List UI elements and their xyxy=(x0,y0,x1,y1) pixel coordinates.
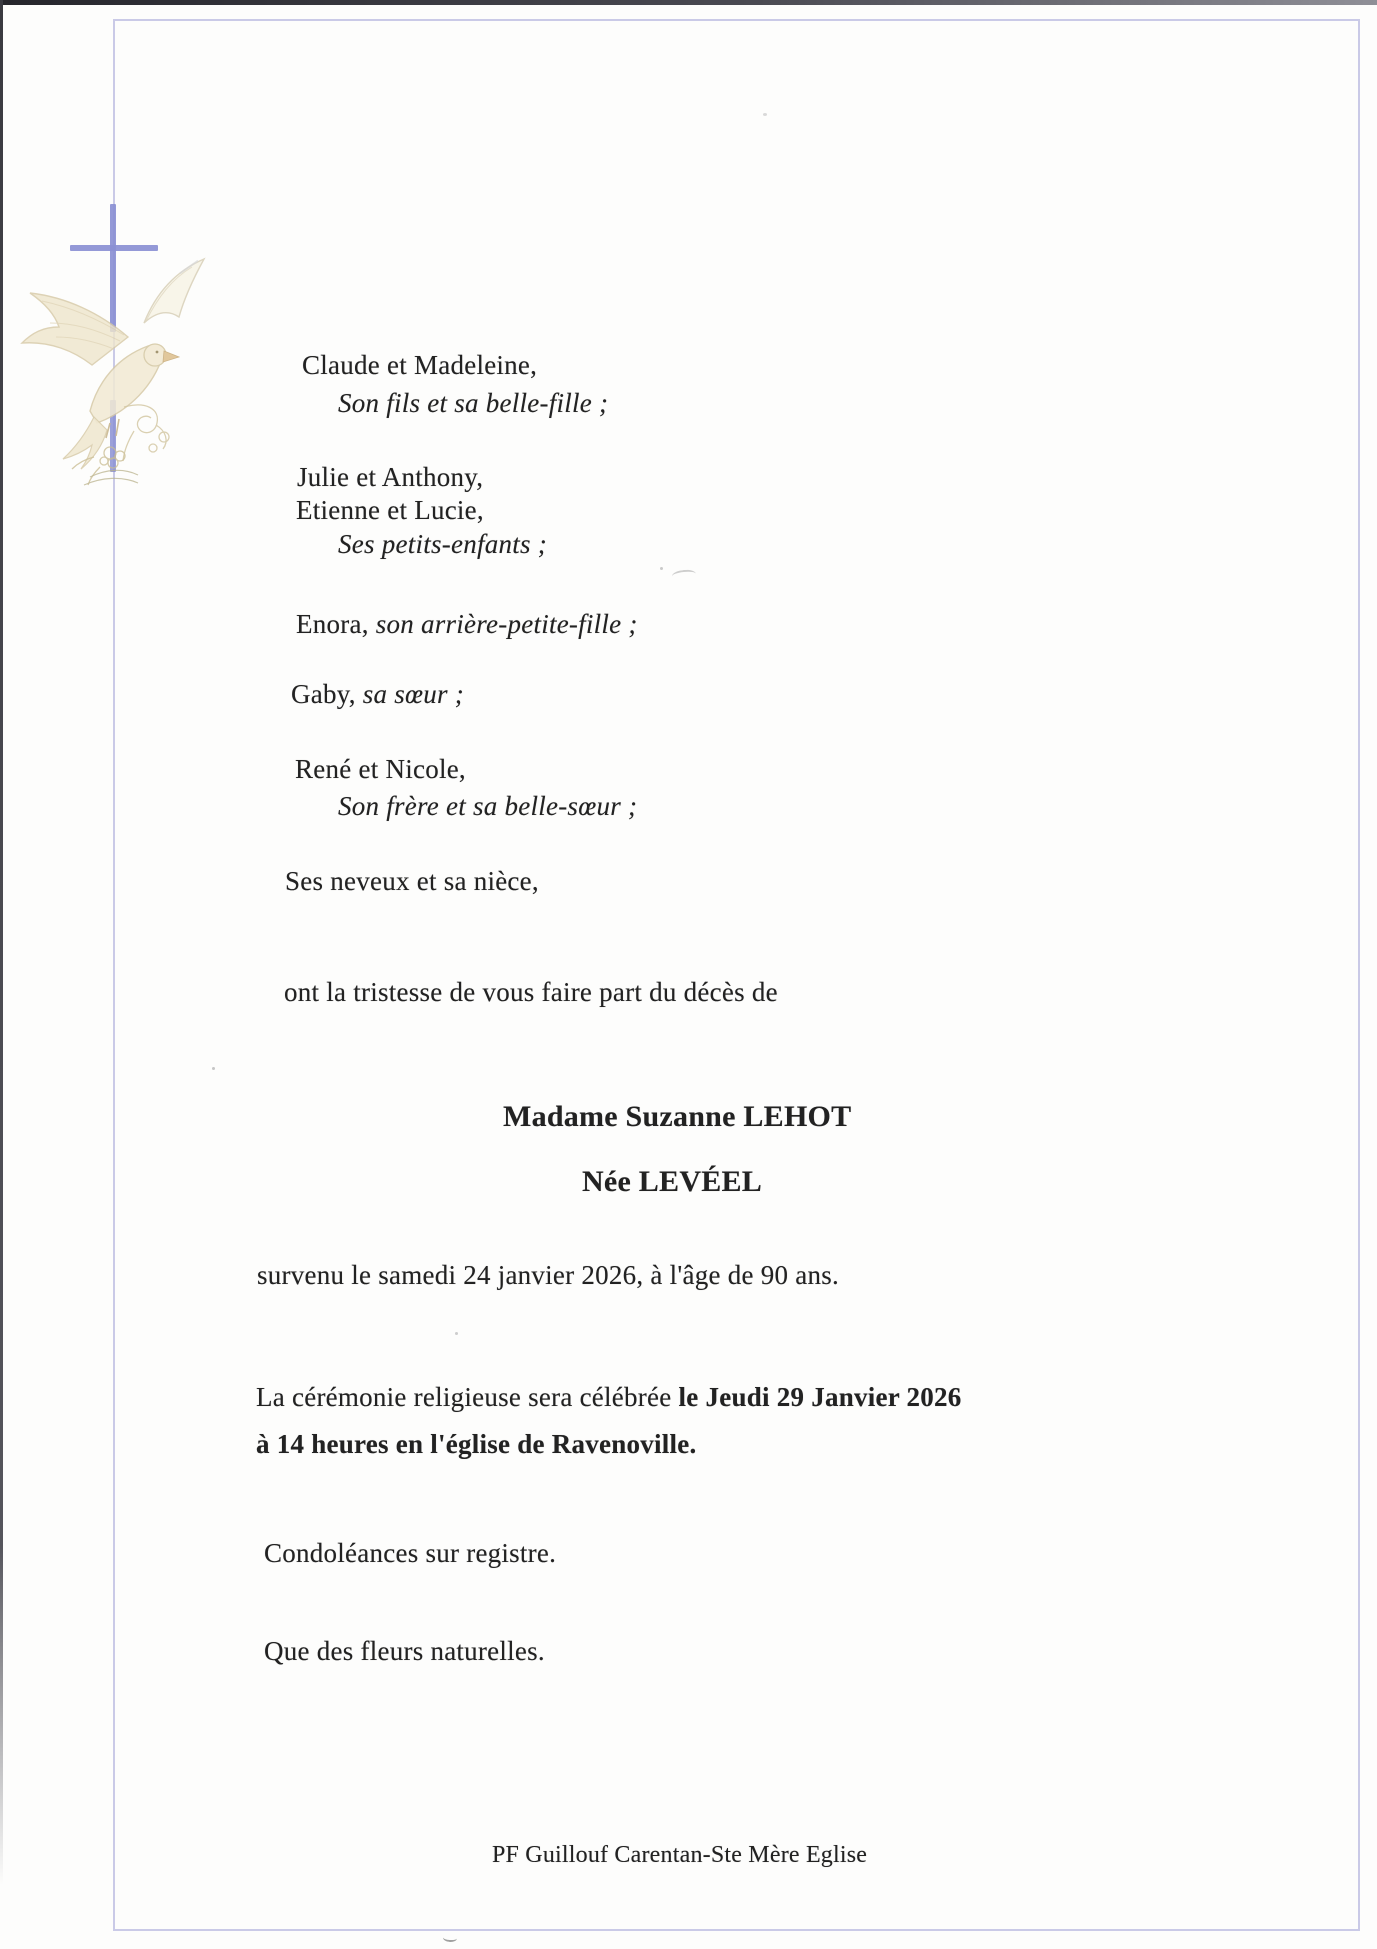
relatives-brother-role: Son frère et sa belle-sœur ; xyxy=(338,791,638,821)
relatives-grandchildren-role: Ses petits-enfants ; xyxy=(338,529,547,559)
sister-role: sa sœur ; xyxy=(362,679,465,709)
flowers-note: Que des fleurs naturelles. xyxy=(264,1636,545,1666)
deceased-name: Madame Suzanne LEHOT xyxy=(503,1100,852,1133)
scan-artifact xyxy=(763,113,767,116)
scan-artifact xyxy=(443,1934,458,1943)
scan-artifact xyxy=(660,567,663,570)
relatives-nephews: Ses neveux et sa nièce, xyxy=(285,866,539,896)
deceased-maiden-name: Née LEVÉEL xyxy=(582,1165,763,1198)
ceremony-line xyxy=(256,1382,962,1413)
relatives-son-role: Son fils et sa belle-fille ; xyxy=(338,388,609,418)
ceremony-location: à 14 heures en l'église de Ravenoville. xyxy=(256,1429,697,1459)
ceremony-date: le Jeudi 29 Janvier 2026 xyxy=(678,1382,962,1412)
death-date-line: survenu le samedi 24 janvier 2026, à l'âge de 90 ans. xyxy=(257,1260,839,1290)
great-granddaughter-name: Enora, xyxy=(296,609,369,639)
scan-edge-top xyxy=(0,0,1377,5)
dove-illustration xyxy=(6,205,236,495)
scan-artifact xyxy=(455,1332,458,1335)
scan-artifact xyxy=(212,1067,215,1070)
scan-edge-left xyxy=(0,0,3,1885)
relatives-sister xyxy=(291,679,464,710)
sister-name: Gaby, xyxy=(291,679,356,709)
relatives-grandchildren-names-2: Etienne et Lucie, xyxy=(296,495,484,525)
announcement-sentence: ont la tristesse de vous faire part du décès de xyxy=(284,977,778,1007)
relatives-grandchildren-names-1: Julie et Anthony, xyxy=(297,462,484,492)
funeral-home-footer: PF Guillouf Carentan-Ste Mère Eglise xyxy=(492,1842,868,1868)
condolences-note: Condoléances sur registre. xyxy=(264,1538,557,1568)
relatives-great-granddaughter xyxy=(296,609,638,640)
relatives-son-names: Claude et Madeleine, xyxy=(302,350,538,380)
great-granddaughter-role: son arrière-petite-fille ; xyxy=(375,609,638,639)
ceremony-intro: La cérémonie religieuse sera célébrée xyxy=(256,1382,679,1412)
relatives-brother-names: René et Nicole, xyxy=(295,754,466,784)
